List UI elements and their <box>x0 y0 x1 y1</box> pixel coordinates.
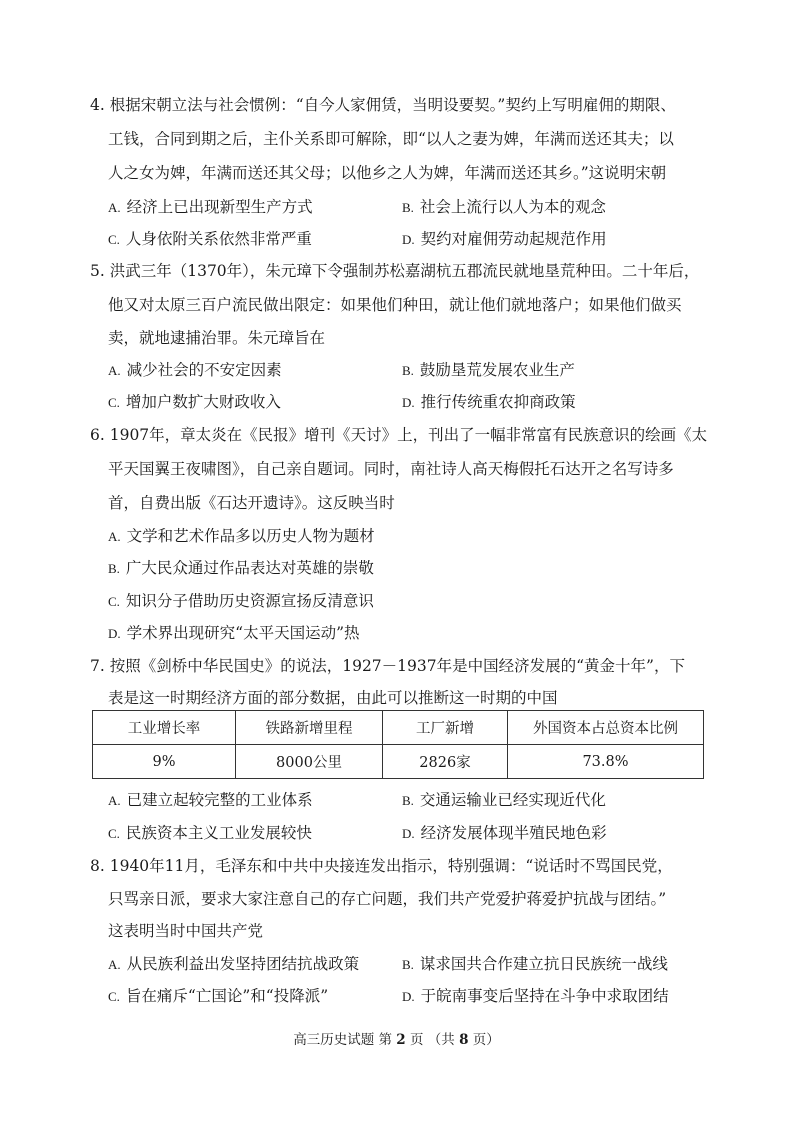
q7-option-d: D. 经济发展体现半殖民地色彩 <box>402 824 607 842</box>
q8-option-b: B. 谋求国共合作建立抗日民族统一战线 <box>402 955 668 973</box>
table-header-cell: 工厂新增 <box>383 711 508 745</box>
q5-option-b: B. 鼓励垦荒发展农业生产 <box>402 361 575 379</box>
table-header-row <box>93 711 704 745</box>
q8-stem-line-2: 只骂亲日派，要求大家注意自己的存亡问题，我们共产党爱护蒋爱护抗战与团结。” <box>108 890 667 908</box>
table-header-cell: 铁路新增里程 <box>236 711 383 745</box>
q8-stem-line-1: 8. 1940年11月，毛泽东和中共中央接连发出指示，特别强调：“说话时不骂国民党， <box>90 857 673 875</box>
q4-option-b: B. 社会上流行以人为本的观念 <box>402 198 606 216</box>
q7-stem-line-2: 表是这一时期经济方面的部分数据，由此可以推断这一时期的中国 <box>108 689 558 707</box>
q7-stem-line-1: 7. 按照《剑桥中华民国史》的说法，1927－1937年是中国经济发展的“黄金十年”，下 <box>90 657 685 675</box>
q5-option-c: C. 增加户数扩大财政收入 <box>108 393 281 411</box>
footer-page-number: 2 <box>396 1032 406 1048</box>
q4-option-a: A. 经济上已出现新型生产方式 <box>108 198 313 216</box>
footer-total-pages: 8 <box>459 1032 469 1048</box>
q6-option-c: C. 知识分子借助历史资源宣扬反清意识 <box>108 592 374 610</box>
q8-option-d: D. 于皖南事变后坚持在斗争中求取团结 <box>402 987 669 1005</box>
q5-option-a: A. 减少社会的不安定因素 <box>108 361 282 379</box>
q6-option-a: A. 文学和艺术作品多以历史人物为题材 <box>108 527 375 545</box>
q4-stem-line-2: 工钱，合同到期之后，主仆关系即可解除，即“以人之妻为婢，年满而送还其夫；以 <box>108 130 674 148</box>
q8-option-a: A. 从民族利益出发坚持团结抗战政策 <box>108 955 360 973</box>
page-footer <box>0 1028 793 1048</box>
table-header-cell: 工业增长率 <box>93 711 236 745</box>
q7-option-c: C. 民族资本主义工业发展较快 <box>108 824 312 842</box>
q6-stem-line-2: 平天国翼王夜啸图》，自己亲自题词。同时，南社诗人高天梅假托石达开之名写诗多 <box>108 460 674 478</box>
q4-stem-line-3: 人之女为婢，年满而送还其父母；以他乡之人为婢，年满而送还其乡。”这说明宋朝 <box>108 164 667 182</box>
table-cell: 2826家 <box>383 745 508 779</box>
q5-option-d: D. 推行传统重农抑商政策 <box>402 393 576 411</box>
footer-prefix: 高三历史试题 第 <box>293 1032 392 1048</box>
q4-stem-line-1: 4. 根据宋朝立法与社会惯例：“自今人家佣赁，当明设要契。”契约上写明雇佣的期限、 <box>90 96 676 114</box>
q8-option-c: C. 旨在痛斥“亡国论”和“投降派” <box>108 987 329 1005</box>
footer-mid: 页 （共 <box>410 1032 455 1048</box>
table-header-cell: 外国资本占总资本比例 <box>508 711 704 745</box>
q5-stem-line-1: 5. 洪武三年（1370年），朱元璋下令强制苏松嘉湖杭五郡流民就地垦荒种田。二十年后， <box>90 262 700 280</box>
table-cell: 9% <box>93 745 236 779</box>
q5-stem-line-3: 卖，就地逮捕治罪。朱元璋旨在 <box>108 329 326 347</box>
q7-option-b: B. 交通运输业已经实现近代化 <box>402 791 606 809</box>
q6-option-d: D. 学术界出现研究“太平天国运动”热 <box>108 624 360 642</box>
q7-option-a: A. 已建立起较完整的工业体系 <box>108 791 313 809</box>
table-cell: 73.8% <box>508 745 704 779</box>
q6-stem-line-3: 首，自费出版《石达开遗诗》。这反映当时 <box>108 494 395 512</box>
q6-option-b: B. 广大民众通过作品表达对英雄的崇敬 <box>108 559 374 577</box>
q4-option-c: C. 人身依附关系依然非常严重 <box>108 230 312 248</box>
q8-stem-line-3: 这表明当时中国共产党 <box>108 922 264 940</box>
q5-stem-line-2: 他又对太原三百户流民做出限定：如果他们种田，就让他们就地落户；如果他们做买 <box>108 296 682 314</box>
table-row <box>93 745 704 779</box>
q7-data-table <box>92 710 704 779</box>
table-cell: 8000公里 <box>236 745 383 779</box>
footer-suffix: 页） <box>472 1032 500 1048</box>
q6-stem-line-1: 6. 1907年，章太炎在《民报》增刊《天讨》上，刊出了一幅非常富有民族意识的绘画《太 <box>90 426 708 444</box>
q4-option-d: D. 契约对雇佣劳动起规范作用 <box>402 230 607 248</box>
